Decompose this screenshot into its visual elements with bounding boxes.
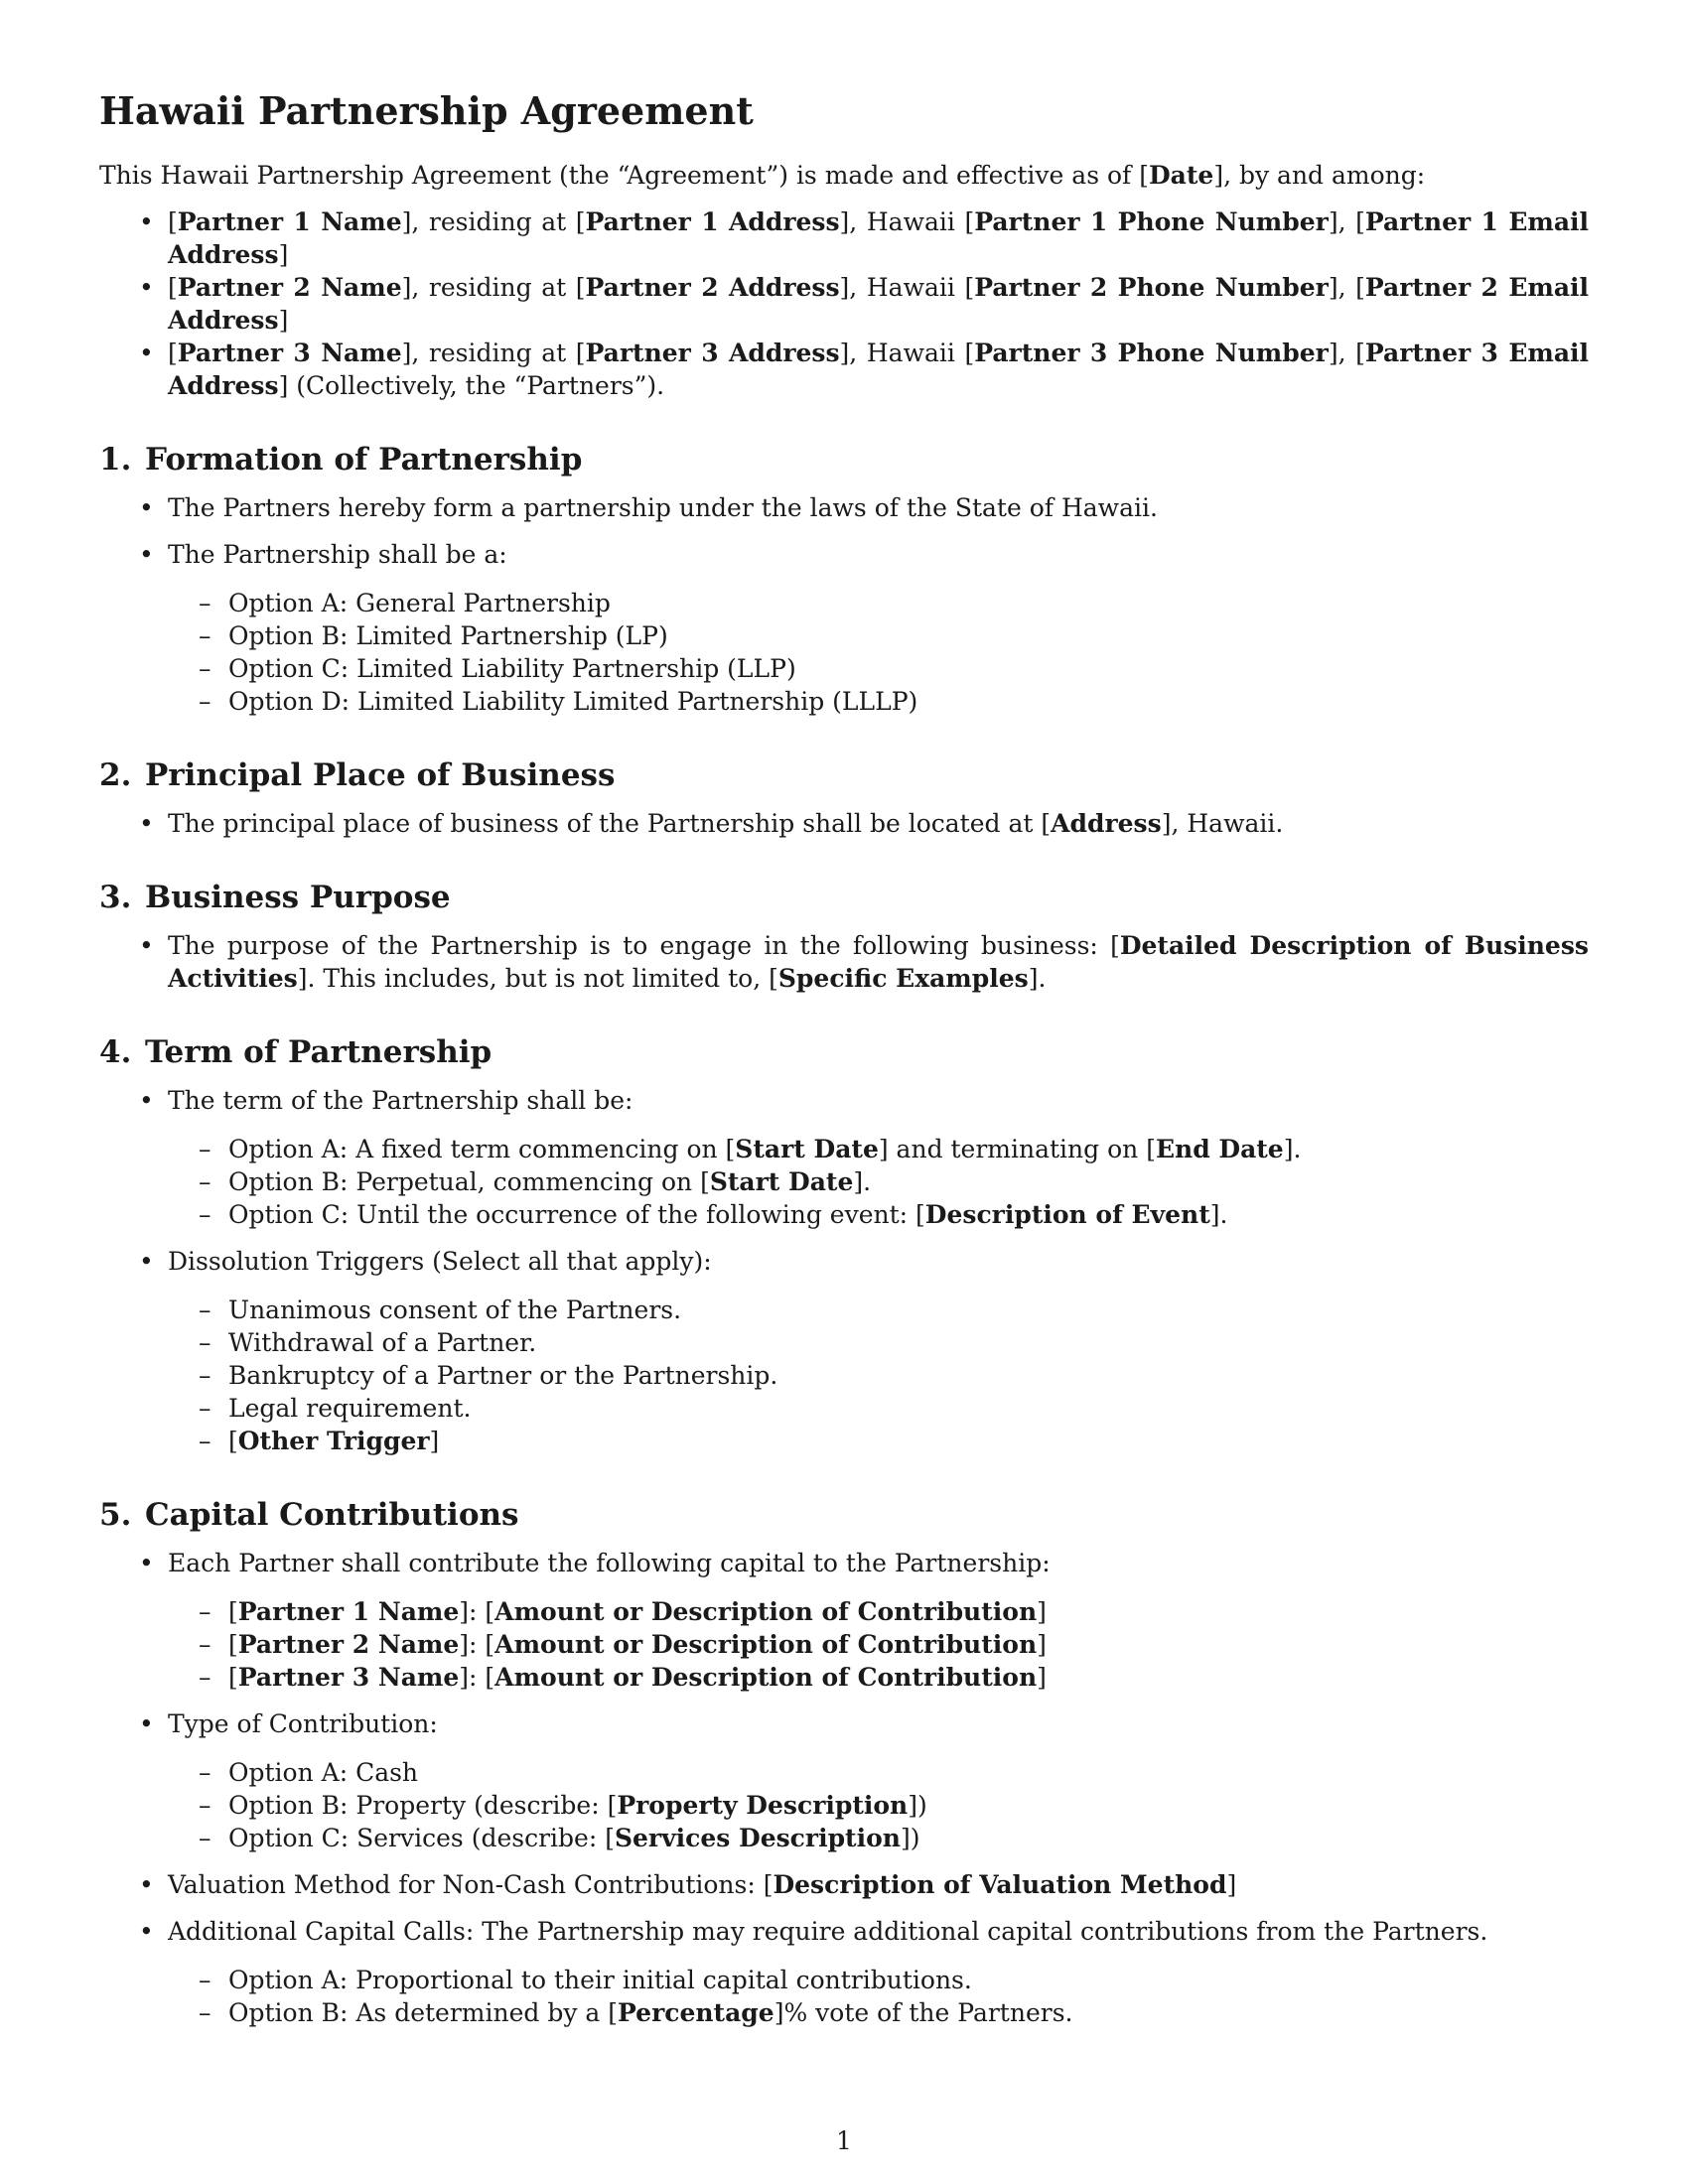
list-item: [99, 1245, 1589, 1457]
trigger-text: Bankruptcy of a Partner or the Partnership.: [228, 1361, 778, 1390]
option-item: [168, 685, 1589, 718]
section-2-list: [99, 807, 1589, 840]
partners-list: [99, 205, 1589, 402]
partner-text: ]: [278, 306, 289, 335]
dash-icon: –: [199, 1630, 211, 1659]
dash-icon: –: [199, 654, 211, 683]
list-item-text: The principal place of business of the Partnership shall be located at [: [168, 809, 1052, 838]
dash-icon: –: [199, 1998, 211, 2027]
option-text: Option B: As determined by a [: [228, 1998, 619, 2027]
partner-address: Partner 1 Address: [585, 207, 840, 236]
bullet-icon: •: [139, 540, 154, 569]
section-1-list: [99, 491, 1589, 718]
event-placeholder: Description of Event: [924, 1200, 1210, 1229]
partner-name: Partner 1 Name: [237, 1597, 460, 1626]
option-item: [168, 1996, 1589, 2029]
option-item: [168, 652, 1589, 685]
partner-address: Partner 3 Address: [585, 339, 840, 367]
bullet-icon: •: [139, 1549, 154, 1577]
option-text: Option B: Property (describe: [: [228, 1791, 618, 1820]
list-item-text: ], Hawaii.: [1161, 809, 1284, 838]
partner-email: Partner 2 Email Address: [168, 273, 1590, 335]
section-5-list: [99, 1547, 1589, 2029]
trigger-item: [168, 1392, 1589, 1425]
dash-icon: –: [199, 1296, 211, 1324]
partner-text: ], Hawaii [: [839, 207, 975, 236]
list-item-text: The purpose of the Partnership is to engage in the following business: [: [168, 931, 1120, 960]
partner-text: ], [: [1328, 339, 1365, 367]
section-number: 3.: [99, 880, 132, 915]
section-title: Formation of Partnership: [145, 442, 583, 478]
option-text: ]): [908, 1791, 927, 1820]
partner-text: ], residing at [: [401, 273, 586, 302]
partner-text: ], residing at [: [401, 339, 586, 367]
section-number: 2.: [99, 757, 132, 793]
bullet-icon: •: [139, 809, 154, 838]
option-item: [168, 1789, 1589, 1822]
option-text: ].: [1283, 1135, 1302, 1163]
intro-text-end: ], by and among:: [1213, 161, 1426, 190]
bullet-icon: •: [139, 493, 154, 522]
list-item-text: ].: [1028, 964, 1047, 993]
partner-item: • [Partner 3 Name], residing at [Partner 3 Address], Hawaii [Partner 3 Phone Number], [Partner 3 Email Address] (Collectively, the “Partners”).: [139, 339, 1590, 400]
contribution-item: – [Partner 2 Name]: [Amount or Description of Contribution]: [199, 1630, 1047, 1659]
start-date-placeholder: Start Date: [735, 1135, 879, 1163]
dash-icon: –: [199, 687, 211, 716]
business-description-placeholder: Detailed Description of Business Activities: [168, 931, 1589, 993]
partner-text: ], Hawaii [: [839, 339, 975, 367]
partner-name: Partner 2 Name: [237, 1630, 460, 1659]
trigger-text: Unanimous consent of the Partners.: [228, 1296, 682, 1324]
dissolution-triggers: [168, 1294, 1589, 1457]
address-placeholder: Address: [1051, 809, 1162, 838]
section-heading-formation: [99, 440, 1589, 479]
list-item-text: Type of Contribution:: [168, 1709, 438, 1738]
option-text: Option C: Until the occurrence of the following event: [: [228, 1200, 925, 1229]
section-title: Term of Partnership: [145, 1034, 492, 1070]
option-item: [168, 587, 1589, 619]
list-item: [99, 538, 1589, 718]
option-text: ]% vote of the Partners.: [774, 1998, 1073, 2027]
list-item: [99, 1707, 1589, 1854]
bullet-icon: •: [139, 1247, 154, 1276]
contribution-item: – [Partner 3 Name]: [Amount or Description of Contribution]: [199, 1663, 1047, 1692]
partner-text: ], [: [1328, 273, 1365, 302]
option-text: ].: [853, 1167, 872, 1196]
list-item-text: The term of the Partnership shall be:: [168, 1086, 633, 1115]
option-item: [168, 1133, 1589, 1165]
partner-item: • [Partner 1 Name], residing at [Partner 1 Address], Hawaii [Partner 1 Phone Number], [Partner 1 Email Address]: [139, 207, 1590, 269]
partner-text: ]: [278, 240, 289, 269]
bullet-icon: •: [139, 207, 154, 236]
bullet-icon: •: [139, 1709, 154, 1738]
dash-icon: –: [199, 1966, 211, 1994]
list-item-text: Additional Capital Calls: The Partnership may require additional capital contributions from the Partners.: [168, 1917, 1488, 1946]
option-item: [168, 1964, 1589, 1996]
partner-name: Partner 1 Name: [177, 207, 402, 236]
section-heading-business-purpose: [99, 878, 1589, 917]
document-title: Hawaii Partnership Agreement: [99, 88, 754, 133]
partnership-type-options: [168, 587, 1589, 718]
contribution-amount: Amount or Description of Contribution: [494, 1630, 1038, 1659]
dash-icon: –: [199, 589, 211, 617]
partner-text: ], residing at [: [401, 207, 586, 236]
capital-call-options: [168, 1964, 1589, 2029]
partner-name: Partner 3 Name: [177, 339, 402, 367]
option-text: Option A: General Partnership: [228, 589, 611, 617]
start-date-placeholder: Start Date: [709, 1167, 854, 1196]
bullet-icon: •: [139, 931, 154, 960]
partner-text: ] (Collectively, the “Partners”).: [278, 371, 665, 400]
services-description-placeholder: Services Description: [614, 1824, 901, 1852]
intro-paragraph: [99, 159, 1589, 192]
partner-email: Partner 1 Email Address: [168, 207, 1590, 269]
section-number: 5.: [99, 1497, 132, 1533]
list-item: [99, 1547, 1589, 1694]
contribution-item: – [Partner 1 Name]: [Amount or Description of Contribution]: [199, 1597, 1047, 1626]
trigger-text: Legal requirement.: [228, 1394, 472, 1423]
option-text: Option A: Proportional to their initial capital contributions.: [228, 1966, 972, 1994]
list-item: [99, 1084, 1589, 1231]
section-3-list: [99, 929, 1589, 995]
list-item-text: ]: [1226, 1870, 1237, 1899]
option-text: Option C: Services (describe: [: [228, 1824, 615, 1852]
contribution-amount: Amount or Description of Contribution: [494, 1663, 1038, 1692]
partner-email: Partner 3 Email Address: [168, 339, 1590, 400]
option-item: [168, 1165, 1589, 1198]
list-item-text: Valuation Method for Non-Cash Contributions: [: [168, 1870, 774, 1899]
dash-icon: –: [199, 1791, 211, 1820]
option-text: Option A: A fixed term commencing on [: [228, 1135, 736, 1163]
trigger-text: Withdrawal of a Partner.: [228, 1328, 537, 1357]
dash-icon: –: [199, 1824, 211, 1852]
examples-placeholder: Specific Examples: [777, 964, 1029, 993]
bullet-icon: •: [139, 339, 154, 367]
document-page: [99, 87, 1589, 2043]
section-heading-capital-contributions: [99, 1495, 1589, 1535]
page-number: 1: [836, 2126, 852, 2155]
dash-icon: –: [199, 1663, 211, 1692]
partner-name: Partner 3 Name: [237, 1663, 460, 1692]
list-item-text: ]. This includes, but is not limited to, [: [297, 964, 778, 993]
trigger-item: – [Other Trigger]: [199, 1427, 440, 1455]
partner-name: Partner 2 Name: [177, 273, 402, 302]
dash-icon: –: [199, 1361, 211, 1390]
list-item: [99, 491, 1589, 524]
section-4-list: [99, 1084, 1589, 1457]
list-item: [99, 1868, 1589, 1901]
option-text: ]): [900, 1824, 920, 1852]
term-options: [168, 1133, 1589, 1231]
property-description-placeholder: Property Description: [617, 1791, 909, 1820]
option-text: Option B: Limited Partnership (LP): [228, 621, 668, 650]
option-item: [168, 1822, 1589, 1854]
list-item-text: Each Partner shall contribute the following capital to the Partnership:: [168, 1549, 1051, 1577]
option-item: [168, 1756, 1589, 1789]
date-placeholder: Date: [1148, 161, 1214, 190]
option-text: ] and terminating on [: [878, 1135, 1156, 1163]
section-number: 1.: [99, 442, 132, 478]
section-heading-term: [99, 1032, 1589, 1072]
option-text: Option A: Cash: [228, 1758, 419, 1787]
dash-icon: –: [199, 1200, 211, 1229]
partner-text: ], Hawaii [: [839, 273, 975, 302]
dash-icon: –: [199, 1758, 211, 1787]
partner-item: • [Partner 2 Name], residing at [Partner 2 Address], Hawaii [Partner 2 Phone Number], [Partner 2 Email Address]: [139, 273, 1590, 335]
section-title: Capital Contributions: [145, 1497, 519, 1533]
dash-icon: –: [199, 621, 211, 650]
list-item-text: Dissolution Triggers (Select all that apply):: [168, 1247, 712, 1276]
partner-phone: Partner 3 Phone Number: [974, 339, 1329, 367]
bullet-icon: •: [139, 1086, 154, 1115]
option-text: Option C: Limited Liability Partnership (LLP): [228, 654, 796, 683]
intro-text: This Hawaii Partnership Agreement (the “Agreement”) is made and effective as of [: [99, 161, 1149, 190]
trigger-item: [168, 1294, 1589, 1326]
dash-icon: –: [199, 1135, 211, 1163]
list-item: [99, 1915, 1589, 2029]
dash-icon: –: [199, 1597, 211, 1626]
end-date-placeholder: End Date: [1155, 1135, 1284, 1163]
trigger-item: [168, 1326, 1589, 1359]
contribution-type-options: [168, 1756, 1589, 1854]
section-title: Business Purpose: [145, 880, 451, 915]
percentage-placeholder: Percentage: [618, 1998, 774, 2027]
option-text: ].: [1209, 1200, 1228, 1229]
partner-phone: Partner 1 Phone Number: [974, 207, 1329, 236]
contribution-amount: Amount or Description of Contribution: [494, 1597, 1038, 1626]
bullet-icon: •: [139, 1870, 154, 1899]
option-item: [168, 1198, 1589, 1231]
list-item-text: The Partnership shall be a:: [168, 540, 507, 569]
bullet-icon: •: [139, 273, 154, 302]
valuation-method-placeholder: Description of Valuation Method: [773, 1870, 1227, 1899]
section-heading-place-of-business: [99, 755, 1589, 795]
bullet-icon: •: [139, 1917, 154, 1946]
dash-icon: –: [199, 1427, 211, 1455]
trigger-item: [168, 1359, 1589, 1392]
option-text: Option B: Perpetual, commencing on [: [228, 1167, 710, 1196]
section-number: 4.: [99, 1034, 132, 1070]
list-item: [99, 929, 1589, 995]
partner-phone: Partner 2 Phone Number: [974, 273, 1329, 302]
dash-icon: –: [199, 1328, 211, 1357]
option-text: Option D: Limited Liability Limited Partnership (LLLP): [228, 687, 918, 716]
list-item: [99, 807, 1589, 840]
other-trigger-placeholder: Other Trigger: [237, 1427, 430, 1455]
dash-icon: –: [199, 1167, 211, 1196]
option-item: [168, 619, 1589, 652]
contributions-list: [168, 1595, 1589, 1694]
dash-icon: –: [199, 1394, 211, 1423]
list-item-text: The Partners hereby form a partnership under the laws of the State of Hawaii.: [168, 493, 1158, 522]
partner-address: Partner 2 Address: [585, 273, 840, 302]
section-title: Principal Place of Business: [145, 757, 616, 793]
partner-text: ], [: [1328, 207, 1365, 236]
